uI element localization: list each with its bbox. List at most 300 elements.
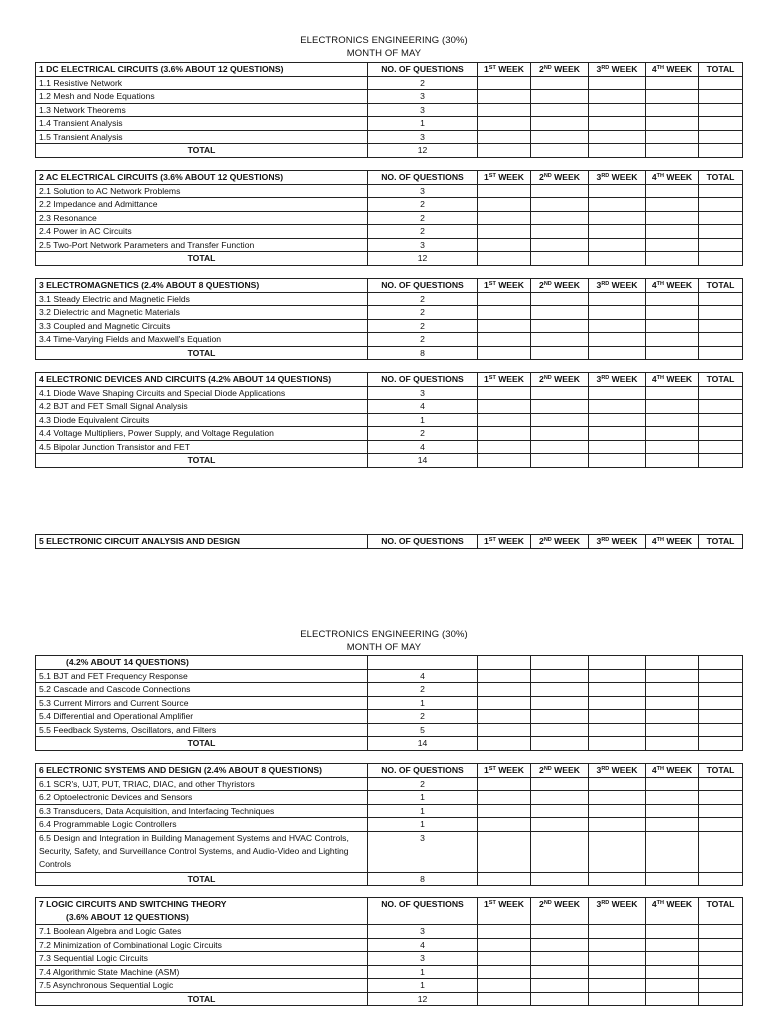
document-subtitle: MONTH OF MAY: [346, 48, 422, 59]
week-4-cell: [646, 818, 699, 832]
week-3-cell: [589, 90, 646, 104]
week-3-cell: [589, 818, 646, 832]
week-2-cell: [531, 333, 589, 347]
total-cell: [699, 413, 743, 427]
topic-cell: 4.1 Diode Wave Shaping Circuits and Special Diode Applications: [36, 386, 368, 400]
section-table-3: [35, 278, 743, 360]
week-1-cell: [478, 952, 531, 966]
week-1-cell: [478, 427, 531, 441]
week-2-cell: [531, 117, 589, 131]
section-header-row: [36, 63, 743, 77]
table-row: [36, 925, 743, 939]
total-cell: [699, 440, 743, 454]
week-2-cell: [531, 292, 589, 306]
section-title: 1 DC ELECTRICAL CIRCUITS (3.6% ABOUT 12 QUESTIONS): [36, 63, 368, 77]
week-1-cell: [478, 696, 531, 710]
question-count: 1: [368, 413, 478, 427]
week-2-cell: [531, 238, 589, 252]
week-1-cell: [478, 737, 531, 751]
week-2-cell: [531, 211, 589, 225]
total-cell: [699, 925, 743, 939]
question-count: 3: [368, 831, 478, 872]
week-1-cell: [478, 440, 531, 454]
week-2-cell: [531, 992, 589, 1006]
week-3-cell: [589, 979, 646, 993]
week-1-cell: [478, 90, 531, 104]
topic-cell: 2.4 Power in AC Circuits: [36, 225, 368, 239]
table-row: [36, 723, 743, 737]
col-no-of-questions: NO. OF QUESTIONS: [368, 898, 478, 925]
week-4-cell: [646, 144, 699, 158]
topic-cell: 6.3 Transducers, Data Acquisition, and Interfacing Techniques: [36, 804, 368, 818]
section-table-5: [35, 655, 743, 751]
week-4-cell: [646, 925, 699, 939]
week-1-cell: [478, 938, 531, 952]
topic-cell: 3.2 Dielectric and Magnetic Materials: [36, 306, 368, 320]
week-4-cell: [646, 952, 699, 966]
total-questions: 14: [368, 737, 478, 751]
table-row: [36, 238, 743, 252]
col-total: TOTAL: [699, 898, 743, 925]
table-row: [36, 198, 743, 212]
week-2-cell: [531, 306, 589, 320]
week-2-cell: [531, 938, 589, 952]
week-3-cell: [589, 777, 646, 791]
topic-cell: 2.2 Impedance and Admittance: [36, 198, 368, 212]
topic-cell: 4.4 Voltage Multipliers, Power Supply, and Voltage Regulation: [36, 427, 368, 441]
col-week-3: 3RD WEEK: [589, 373, 646, 387]
table-row: [36, 777, 743, 791]
week-2-cell: [531, 804, 589, 818]
week-3-cell: [589, 952, 646, 966]
week-2-cell: [531, 400, 589, 414]
week-4-cell: [646, 76, 699, 90]
col-week-3: 3RD WEEK: [589, 898, 646, 925]
total-cell: [699, 831, 743, 872]
total-cell: [699, 386, 743, 400]
week-3-cell: [589, 238, 646, 252]
total-row: [36, 144, 743, 158]
total-cell: [699, 306, 743, 320]
week-1-cell: [478, 225, 531, 239]
document-title: ELECTRONICS ENGINEERING (30%): [300, 629, 468, 640]
section-title: [36, 898, 368, 925]
col-week-4: [646, 656, 699, 670]
week-4-cell: [646, 710, 699, 724]
week-1-cell: [478, 319, 531, 333]
week-4-cell: [646, 198, 699, 212]
week-4-cell: [646, 777, 699, 791]
week-2-cell: [531, 386, 589, 400]
week-4-cell: [646, 938, 699, 952]
topic-cell: 1.3 Network Theorems: [36, 103, 368, 117]
week-4-cell: [646, 427, 699, 441]
topic-cell: 4.3 Diode Equivalent Circuits: [36, 413, 368, 427]
week-1-cell: [478, 400, 531, 414]
total-cell: [699, 184, 743, 198]
section-table-6: [35, 763, 743, 886]
topic-cell: 5.1 BJT and FET Frequency Response: [36, 669, 368, 683]
topic-cell: 7.1 Boolean Algebra and Logic Gates: [36, 925, 368, 939]
total-cell: [699, 696, 743, 710]
week-3-cell: [589, 804, 646, 818]
week-2-cell: [531, 144, 589, 158]
question-count: 2: [368, 211, 478, 225]
col-week-4: 4TH WEEK: [646, 63, 699, 77]
question-count: 4: [368, 440, 478, 454]
col-week-2: 2ND WEEK: [531, 373, 589, 387]
total-row: [36, 454, 743, 468]
table-row: [36, 818, 743, 832]
week-4-cell: [646, 386, 699, 400]
col-no-of-questions: NO. OF QUESTIONS: [368, 279, 478, 293]
week-2-cell: [531, 696, 589, 710]
topic-cell: 7.4 Algorithmic State Machine (ASM): [36, 965, 368, 979]
topic-cell: 2.3 Resonance: [36, 211, 368, 225]
col-no-of-questions: [368, 656, 478, 670]
table-row: [36, 90, 743, 104]
week-3-cell: [589, 306, 646, 320]
table-row: [36, 669, 743, 683]
section-title: 4 ELECTRONIC DEVICES AND CIRCUITS (4.2% ABOUT 14 QUESTIONS): [36, 373, 368, 387]
week-3-cell: [589, 346, 646, 360]
question-count: 1: [368, 696, 478, 710]
week-1-cell: [478, 117, 531, 131]
week-2-cell: [531, 723, 589, 737]
total-label: TOTAL: [36, 872, 368, 886]
total-cell: [699, 225, 743, 239]
total-cell: [699, 319, 743, 333]
col-week-1: 1ST WEEK: [478, 63, 531, 77]
total-row: [36, 252, 743, 266]
topic-cell: 2.5 Two-Port Network Parameters and Transfer Function: [36, 238, 368, 252]
week-1-cell: [478, 306, 531, 320]
week-4-cell: [646, 306, 699, 320]
question-count: 4: [368, 938, 478, 952]
week-1-cell: [478, 238, 531, 252]
week-3-cell: [589, 440, 646, 454]
col-no-of-questions: NO. OF QUESTIONS: [368, 764, 478, 778]
table-row: [36, 938, 743, 952]
table-row: [36, 710, 743, 724]
topic-cell: 7.3 Sequential Logic Circuits: [36, 952, 368, 966]
week-4-cell: [646, 831, 699, 872]
question-count: 4: [368, 669, 478, 683]
week-2-cell: [531, 831, 589, 872]
total-cell: [699, 965, 743, 979]
table-row: [36, 804, 743, 818]
question-count: 2: [368, 333, 478, 347]
question-count: 2: [368, 198, 478, 212]
week-3-cell: [589, 333, 646, 347]
table-row: [36, 319, 743, 333]
question-count: 3: [368, 103, 478, 117]
table-row: [36, 333, 743, 347]
week-2-cell: [531, 319, 589, 333]
week-3-cell: [589, 791, 646, 805]
week-4-cell: [646, 90, 699, 104]
total-cell: [699, 76, 743, 90]
total-row: [36, 737, 743, 751]
week-1-cell: [478, 992, 531, 1006]
question-count: 2: [368, 76, 478, 90]
week-1-cell: [478, 791, 531, 805]
col-week-2: 2ND WEEK: [531, 63, 589, 77]
topic-cell: 3.4 Time-Varying Fields and Maxwell's Equation: [36, 333, 368, 347]
section-title: 5 ELECTRONIC CIRCUIT ANALYSIS AND DESIGN: [36, 535, 368, 549]
question-count: 1: [368, 791, 478, 805]
question-count: 3: [368, 184, 478, 198]
total-questions: 12: [368, 252, 478, 266]
topic-cell: 5.3 Current Mirrors and Current Source: [36, 696, 368, 710]
week-4-cell: [646, 292, 699, 306]
col-week-2: 2ND WEEK: [531, 898, 589, 925]
week-4-cell: [646, 333, 699, 347]
week-3-cell: [589, 386, 646, 400]
table-row: [36, 831, 743, 872]
col-week-2: 2ND WEEK: [531, 279, 589, 293]
week-2-cell: [531, 683, 589, 697]
table-row: [36, 184, 743, 198]
question-count: 2: [368, 710, 478, 724]
table-row: [36, 306, 743, 320]
question-count: 5: [368, 723, 478, 737]
total-label: TOTAL: [36, 454, 368, 468]
topic-cell: 7.5 Asynchronous Sequential Logic: [36, 979, 368, 993]
topic-cell: 1.2 Mesh and Node Equations: [36, 90, 368, 104]
topic-cell: 6.5 Design and Integration in Building Management Systems and HVAC Controls, Security, Safety, and Surveillance Control Systems, and Audio-Video and Lighting Controls: [36, 831, 368, 872]
week-2-cell: [531, 952, 589, 966]
week-3-cell: [589, 831, 646, 872]
col-week-4: 4TH WEEK: [646, 764, 699, 778]
week-4-cell: [646, 238, 699, 252]
week-1-cell: [478, 130, 531, 144]
table-row: [36, 130, 743, 144]
col-week-3: 3RD WEEK: [589, 764, 646, 778]
week-4-cell: [646, 737, 699, 751]
total-cell: [699, 238, 743, 252]
week-4-cell: [646, 992, 699, 1006]
section-header-row: [36, 764, 743, 778]
topic-cell: 5.5 Feedback Systems, Oscillators, and Filters: [36, 723, 368, 737]
question-count: 2: [368, 319, 478, 333]
week-3-cell: [589, 117, 646, 131]
week-3-cell: [589, 669, 646, 683]
week-4-cell: [646, 965, 699, 979]
section-table-2: [35, 170, 743, 266]
week-3-cell: [589, 872, 646, 886]
total-cell: [699, 979, 743, 993]
table-row: [36, 117, 743, 131]
question-count: 3: [368, 952, 478, 966]
week-2-cell: [531, 427, 589, 441]
table-row: [36, 413, 743, 427]
week-3-cell: [589, 319, 646, 333]
total-label: TOTAL: [36, 346, 368, 360]
week-1-cell: [478, 965, 531, 979]
topic-cell: 3.1 Steady Electric and Magnetic Fields: [36, 292, 368, 306]
week-1-cell: [478, 211, 531, 225]
week-4-cell: [646, 319, 699, 333]
topic-cell: 6.1 SCR's, UJT, PUT, TRIAC, DIAC, and other Thyristors: [36, 777, 368, 791]
col-week-1: [478, 656, 531, 670]
week-2-cell: [531, 252, 589, 266]
col-no-of-questions: NO. OF QUESTIONS: [368, 63, 478, 77]
total-label: TOTAL: [36, 737, 368, 751]
total-label: TOTAL: [36, 144, 368, 158]
week-4-cell: [646, 440, 699, 454]
week-1-cell: [478, 103, 531, 117]
col-week-3: 3RD WEEK: [589, 279, 646, 293]
total-cell: [699, 346, 743, 360]
question-count: 2: [368, 306, 478, 320]
total-cell: [699, 952, 743, 966]
total-cell: [699, 211, 743, 225]
col-week-1: 1ST WEEK: [478, 279, 531, 293]
question-count: 1: [368, 979, 478, 993]
total-row: [36, 872, 743, 886]
week-4-cell: [646, 225, 699, 239]
total-cell: [699, 872, 743, 886]
total-row: [36, 992, 743, 1006]
table-row: [36, 427, 743, 441]
week-2-cell: [531, 225, 589, 239]
question-count: 2: [368, 683, 478, 697]
total-cell: [699, 454, 743, 468]
week-3-cell: [589, 184, 646, 198]
week-3-cell: [589, 696, 646, 710]
week-4-cell: [646, 669, 699, 683]
total-label: TOTAL: [36, 992, 368, 1006]
topic-cell: 5.4 Differential and Operational Amplifier: [36, 710, 368, 724]
week-1-cell: [478, 292, 531, 306]
col-week-2: [531, 656, 589, 670]
question-count: 4: [368, 400, 478, 414]
section-title: 3 ELECTROMAGNETICS (2.4% ABOUT 8 QUESTIONS): [36, 279, 368, 293]
topic-cell: 4.2 BJT and FET Small Signal Analysis: [36, 400, 368, 414]
week-3-cell: [589, 413, 646, 427]
week-2-cell: [531, 454, 589, 468]
week-3-cell: [589, 144, 646, 158]
week-1-cell: [478, 76, 531, 90]
topic-cell: 6.2 Optoelectronic Devices and Sensors: [36, 791, 368, 805]
section-table-1: [35, 62, 743, 158]
week-4-cell: [646, 400, 699, 414]
col-week-3: 3RD WEEK: [589, 63, 646, 77]
table-row: [36, 292, 743, 306]
col-week-1: 1ST WEEK: [478, 373, 531, 387]
col-week-4: 4TH WEEK: [646, 535, 699, 549]
week-1-cell: [478, 777, 531, 791]
week-4-cell: [646, 696, 699, 710]
section-title: (4.2% ABOUT 14 QUESTIONS): [36, 656, 368, 670]
week-4-cell: [646, 791, 699, 805]
table-row: [36, 103, 743, 117]
week-2-cell: [531, 818, 589, 832]
total-cell: [699, 818, 743, 832]
week-1-cell: [478, 925, 531, 939]
total-cell: [699, 737, 743, 751]
col-total: TOTAL: [699, 373, 743, 387]
week-1-cell: [478, 669, 531, 683]
total-cell: [699, 992, 743, 1006]
question-count: 1: [368, 117, 478, 131]
week-1-cell: [478, 831, 531, 872]
col-week-3: 3RD WEEK: [589, 171, 646, 185]
week-2-cell: [531, 979, 589, 993]
col-total: [699, 656, 743, 670]
col-total: TOTAL: [699, 171, 743, 185]
week-4-cell: [646, 872, 699, 886]
col-week-2: 2ND WEEK: [531, 764, 589, 778]
week-4-cell: [646, 103, 699, 117]
total-cell: [699, 252, 743, 266]
week-4-cell: [646, 184, 699, 198]
week-1-cell: [478, 818, 531, 832]
total-questions: 14: [368, 454, 478, 468]
topic-cell: 3.3 Coupled and Magnetic Circuits: [36, 319, 368, 333]
document-subtitle: MONTH OF MAY: [346, 642, 422, 653]
topic-cell: 4.5 Bipolar Junction Transistor and FET: [36, 440, 368, 454]
week-4-cell: [646, 683, 699, 697]
table-row: [36, 965, 743, 979]
col-week-3: 3RD WEEK: [589, 535, 646, 549]
col-no-of-questions: NO. OF QUESTIONS: [368, 171, 478, 185]
week-4-cell: [646, 130, 699, 144]
section-table-7: [35, 897, 743, 1006]
section-table-5-header: [35, 534, 743, 549]
question-count: 2: [368, 427, 478, 441]
week-1-cell: [478, 184, 531, 198]
total-questions: 8: [368, 346, 478, 360]
total-cell: [699, 791, 743, 805]
topic-cell: 2.1 Solution to AC Network Problems: [36, 184, 368, 198]
total-cell: [699, 938, 743, 952]
week-1-cell: [478, 454, 531, 468]
question-count: 1: [368, 804, 478, 818]
week-2-cell: [531, 669, 589, 683]
total-cell: [699, 130, 743, 144]
week-3-cell: [589, 683, 646, 697]
week-1-cell: [478, 979, 531, 993]
total-cell: [699, 710, 743, 724]
total-questions: 12: [368, 144, 478, 158]
week-1-cell: [478, 346, 531, 360]
week-2-cell: [531, 130, 589, 144]
question-count: 1: [368, 965, 478, 979]
week-2-cell: [531, 440, 589, 454]
week-3-cell: [589, 723, 646, 737]
week-1-cell: [478, 252, 531, 266]
col-week-3: [589, 656, 646, 670]
question-count: 2: [368, 777, 478, 791]
table-row: [36, 76, 743, 90]
total-cell: [699, 669, 743, 683]
week-1-cell: [478, 872, 531, 886]
total-label: TOTAL: [36, 252, 368, 266]
col-no-of-questions: NO. OF QUESTIONS: [368, 373, 478, 387]
table-row: [36, 386, 743, 400]
topic-cell: 5.2 Cascade and Cascode Connections: [36, 683, 368, 697]
topic-cell: 1.5 Transient Analysis: [36, 130, 368, 144]
total-cell: [699, 427, 743, 441]
week-3-cell: [589, 454, 646, 468]
week-2-cell: [531, 103, 589, 117]
section-header-row: [36, 279, 743, 293]
week-4-cell: [646, 211, 699, 225]
week-3-cell: [589, 252, 646, 266]
total-cell: [699, 90, 743, 104]
